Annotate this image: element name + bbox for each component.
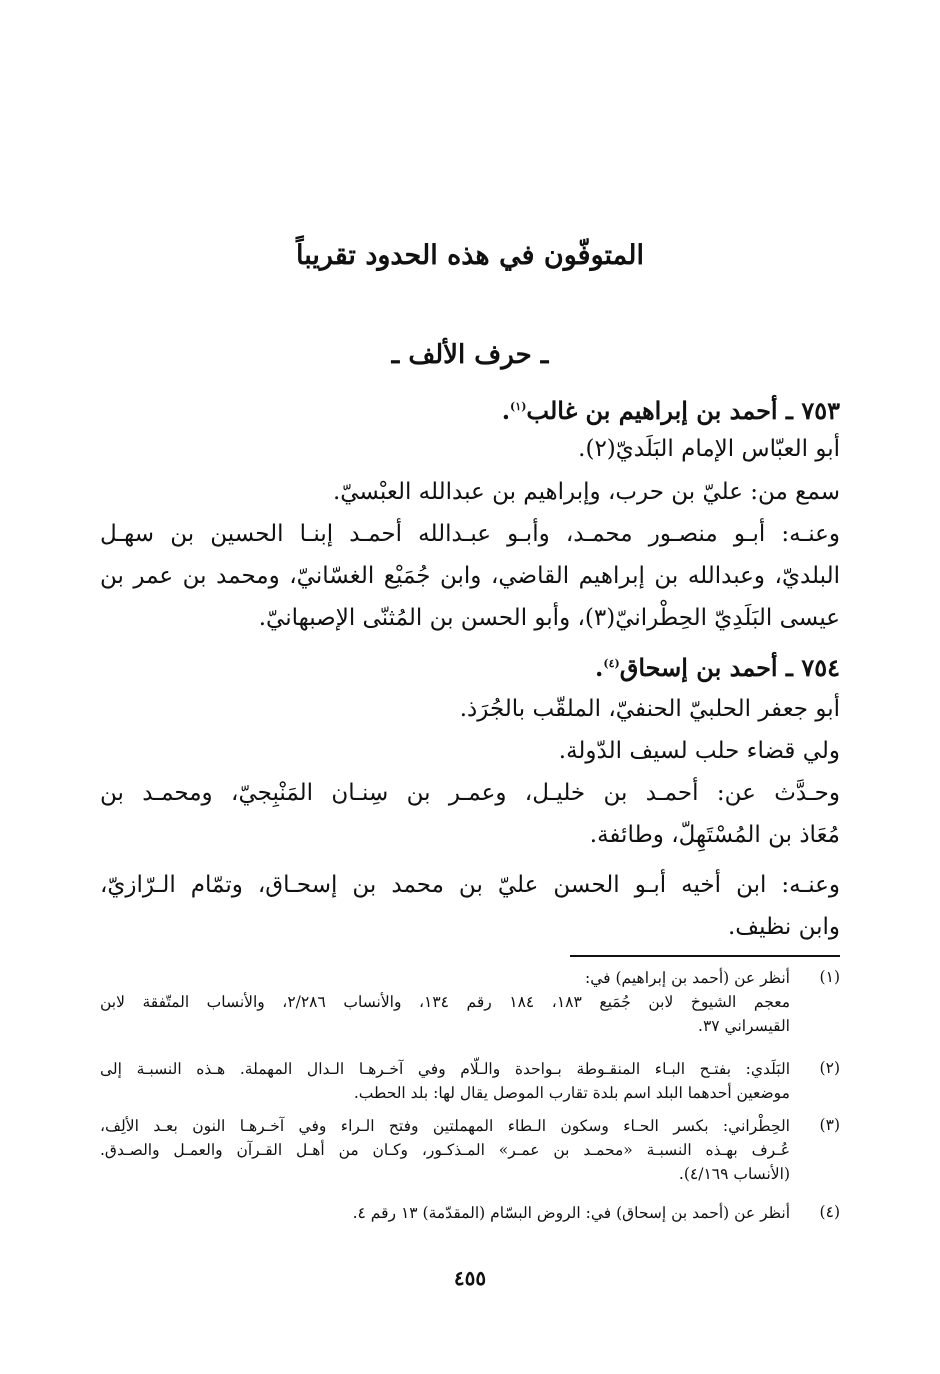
entry-753-line-4: البلديّ، وعبدالله بن إبراهيم القاضي، وابن جُمَيْع الغسّانيّ، ومحمد بن عمر بن bbox=[100, 563, 840, 589]
chapter-title: المتوفّون في هذه الحدود تقريباً bbox=[295, 240, 645, 271]
footnote-ref: (١) bbox=[510, 400, 527, 413]
footnote-3-line-2: عُـرف بهـذه النسبـة «محمـد بن عمـر» المـذكـور، وكـان من أهـل القـرآن والعمـل والصـدق. bbox=[100, 1141, 790, 1159]
entry-753-line-1: أبو العبّاس الإمام البَلَديّ(٢). bbox=[578, 436, 840, 462]
footnote-1-line-2: معجم الشيوخ لابن جُمَيع ١٨٣، ١٨٤ رقم ١٣٤، والأنساب ٢/٢٨٦، والأنساب المتّفقة لابن bbox=[100, 993, 791, 1011]
footnote-3-line-1: الحِطْراني: بكسر الحـاء وسكون الـطاء المهملتين وفتح الـراء وفي آخـرهـا النون بعـد الألِف، bbox=[100, 1117, 790, 1135]
entry-753-line-5: عيسى البَلَدِيّ الحِطْرانيّ(٣)، وأبو الحسن بن المُثنّى الإصبهانيّ. bbox=[258, 605, 840, 631]
footnote-4-line-1: أنظر عن (أحمد بن إسحاق) في: الروض البسّام (المقدّمة) ١٣ رقم ٤. bbox=[352, 1204, 790, 1222]
footnote-2-line-2: موضعين أحدهما البلد اسم بلدة تقارب الموصل يقال لها: بلد الحطب. bbox=[353, 1084, 790, 1102]
footnote-2-line-1: البَلَدي: بفتـح البـاء المنقـوطة بـواحدة والـلّام وفي آخـرهـا الـدال المهملة. هـذه النسبـة إلى bbox=[100, 1060, 790, 1078]
footnote-2 bbox=[100, 1057, 790, 1105]
entry-754-line-2: ولي قضاء حلب لسيف الدّولة. bbox=[558, 738, 840, 764]
footnote-1-line-1: أنظر عن (أحمد بن إبراهيم) في: bbox=[585, 969, 790, 987]
entry-754-heading: ٧٥٤ ـ أحمد بن إسحاق$^{(٤)}$. bbox=[595, 653, 840, 682]
footnote-3 bbox=[100, 1114, 790, 1186]
entry-753-heading: ٧٥٣ ـ أحمد بن إبراهيم بن غالب$^{(١)}$. bbox=[501, 396, 840, 425]
entry-heading-text: ٧٥٤ ـ أحمد بن إسحاق bbox=[619, 653, 840, 682]
footnote-3-number: (٣) bbox=[819, 1116, 840, 1134]
footnote-separator bbox=[570, 955, 840, 957]
footnote-3-line-3: (الأنساب ٤/١٦٩). bbox=[678, 1165, 790, 1183]
entry-754-line-4: مُعَاذ بن المُسْتَهِلّ، وطائفة. bbox=[589, 822, 840, 848]
page-number: ٤٥٥ bbox=[453, 1266, 487, 1290]
footnote-4-number: (٤) bbox=[819, 1203, 840, 1221]
entry-754-line-5: وعنـه: ابن أخيه أبـو الحسن عليّ بن محمد بن إسحـاق، وتمّام الـرّازيّ، bbox=[100, 872, 840, 898]
footnote-ref: (٤) bbox=[603, 657, 620, 670]
entry-754-line-6: وابن نظيف. bbox=[727, 914, 840, 940]
entry-753-line-3: وعنـه: أبـو منصـور محمـد، وأبـو عبـدالله أحمـد إبنـا الحسين بن سهـل bbox=[100, 521, 840, 547]
footnote-1 bbox=[100, 966, 790, 1038]
section-title: ـ حرف الألف ـ bbox=[391, 340, 549, 370]
entry-754-line-3: وحـدَّث عن: أحمـد بن خليـل، وعمـر بن سِنـان المَنْبِجيّ، ومحمـد بن bbox=[100, 780, 840, 806]
footnote-2-number: (٢) bbox=[819, 1059, 840, 1077]
entry-754-line-1: أبو جعفر الحلبيّ الحنفيّ، الملقّب بالجُرَذ. bbox=[459, 696, 840, 722]
footnote-4 bbox=[100, 1201, 790, 1225]
footnote-1-line-3: القيسراني ٣٧. bbox=[698, 1017, 790, 1035]
footnote-1-number: (١) bbox=[819, 968, 840, 986]
entry-heading-text: ٧٥٣ ـ أحمد بن إبراهيم بن غالب bbox=[526, 396, 840, 425]
entry-753-line-2: سمع من: عليّ بن حرب، وإبراهيم بن عبدالله العبْسيّ. bbox=[332, 479, 840, 505]
